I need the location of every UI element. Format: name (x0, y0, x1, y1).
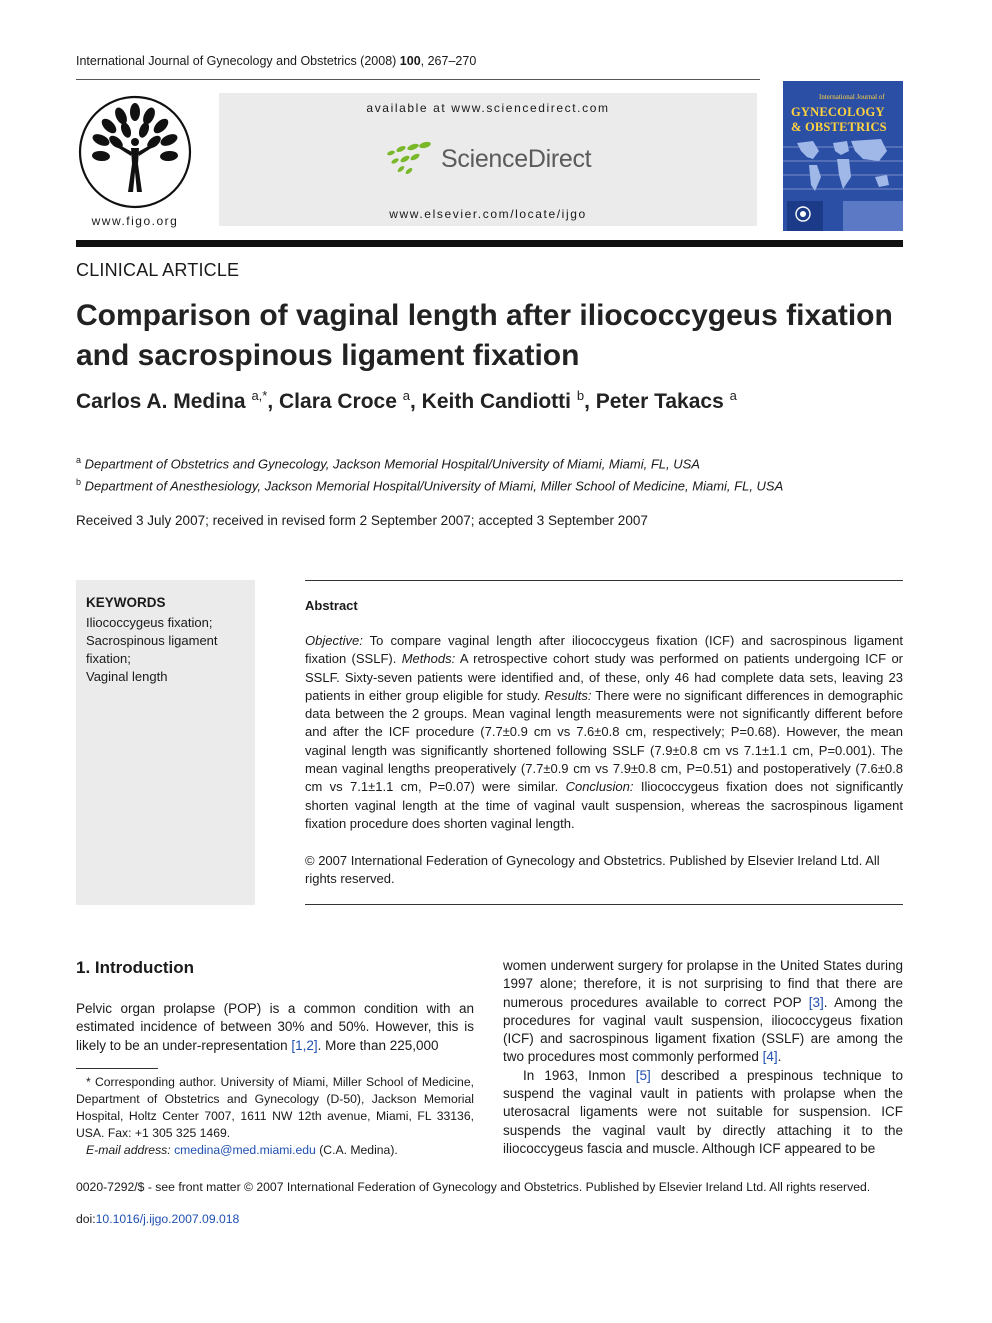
doi-line (76, 1212, 239, 1226)
abstract-methods: A retrospective cohort study was performed on patients undergoing ICF or SSLF. Sixty-seven patients were identified and, of these, only 46 had complete data sets, leaving 23 patients in either group eligible for study. (305, 651, 903, 703)
doi-prefix: doi: (76, 1212, 96, 1226)
affiliation-mark: b (76, 477, 82, 488)
affiliation-mark: a (76, 455, 82, 465)
abstract-top-rule (305, 580, 903, 581)
abstract-bottom-rule (305, 904, 903, 905)
journal-pages: , 267–270 (420, 54, 477, 68)
journal-volume: 100 (399, 54, 421, 68)
keywords-box (76, 580, 255, 905)
author-affil-mark[interactable]: a,* (251, 388, 268, 403)
citation-link[interactable]: [5] (635, 1067, 651, 1083)
section-heading: 1. Introduction (76, 958, 195, 977)
affiliation (76, 473, 906, 495)
intro-text: . Among the procedures for vaginal vault suspension, iliococcygeus fixation (ICF) and sacrospinous ligament fixation (SSLF) are among the two procedures most commonly performed (503, 994, 903, 1065)
author-name[interactable]: Peter Takacs (595, 390, 724, 413)
keyword-list (86, 614, 246, 686)
abstract-conclusion: Iliococcygeus fixation does not significantly shorten vaginal length at the time of vaginal vault suspension, whereas the sacrospinous ligament fixation procedure does shorten vaginal length. (305, 779, 903, 831)
author-name[interactable]: Carlos A. Medina (76, 390, 246, 413)
sd-available-text[interactable]: available at www.sciencedirect.com (366, 101, 610, 115)
journal-cover[interactable] (783, 81, 903, 231)
figo-tree-icon (76, 92, 194, 212)
keywords-heading: KEYWORDS (86, 595, 166, 610)
journal-url[interactable]: www.elsevier.com/locate/ijgo (389, 207, 587, 221)
author-name[interactable]: Clara Croce (279, 390, 397, 413)
keyword-item: Iliococcygeus fixation; (86, 615, 213, 630)
figo-logo[interactable] (76, 92, 194, 232)
abstract-objective-label: Objective: (305, 633, 363, 648)
citation-link[interactable]: [3] (808, 994, 824, 1010)
cover-title-line2: & OBSTETRICS (791, 120, 887, 134)
journal-citation (76, 54, 476, 68)
header-thick-rule (76, 240, 903, 247)
intro-text: . More than 225,000 (317, 1037, 439, 1053)
abstract-conclusion-label: Conclusion: (565, 779, 634, 795)
author-separator: , (409, 390, 422, 413)
front-matter-line: 0020-7292/$ - see front matter © 2007 International Federation of Gynecology and Obstetrics. Published by Elsevier Ireland Ltd. All rights reserved. (76, 1180, 871, 1194)
author-name[interactable]: Keith Candiotti (421, 390, 571, 413)
abstract-results: There were no significant differences in demographic data between the 2 groups. Mean vaginal length measurements were not significantly different before and after the ICF procedure (7.7±0.9 cm vs 7.6±0.8 cm, respectively; P=0.68). However, the mean vaginal length was significantly shortened following SSLF (7.9±0.8 cm vs 7.1±1.1 cm, P=0.001). The mean vaginal lengths preoperatively (7.7±0.9 cm vs 7.9±0.8 cm, P=0.51) and postoperatively (7.6±0.8 cm vs 7.1±1.1 cm, P=0.07) were similar. (305, 687, 903, 795)
keyword-item: Sacrospinous ligament fixation; (86, 633, 218, 666)
sciencedirect-logo[interactable] (385, 141, 591, 177)
author-affil-mark[interactable]: a (729, 388, 737, 403)
corresponding-author-footnote (76, 1074, 474, 1159)
email-label: E-mail address: (86, 1143, 171, 1157)
doi-link[interactable]: 10.1016/j.ijgo.2007.09.018 (95, 1212, 240, 1226)
abstract-results-label: Results: (544, 687, 592, 703)
sciencedirect-banner (219, 93, 757, 226)
cover-map-icon (783, 81, 903, 231)
journal-name: International Journal of Gynecology and Obstetrics (2008) (76, 54, 400, 68)
intro-paragraph-continued (503, 957, 903, 1067)
article-title: Comparison of vaginal length after iliococcygeus fixation and sacrospinous ligament fixation (76, 299, 893, 372)
cover-title-line1: GYNECOLOGY (791, 105, 885, 119)
affiliation-text: Department of Anesthesiology, Jackson Memorial Hospital/University of Miami, Miller School of Medicine, Miami, FL, USA (84, 478, 784, 494)
email-suffix: (C.A. Medina). (315, 1143, 398, 1157)
intro-text: women underwent surgery for prolapse in the United States during 1997 alone; therefore, it is not surprising to find that there are numerous procedures available to correct POP (503, 958, 903, 1010)
affiliation (76, 451, 906, 473)
keyword-item: Vaginal length (86, 669, 168, 684)
cover-small-title: International Journal of (819, 93, 885, 101)
author-affil-mark[interactable]: a (402, 388, 410, 403)
citation-link[interactable]: [1,2] (291, 1037, 318, 1053)
intro-text: . (777, 1049, 782, 1065)
author-separator: , (267, 390, 280, 413)
article-type: CLINICAL ARTICLE (76, 260, 240, 280)
author-affil-mark[interactable]: b (576, 388, 585, 403)
figo-url[interactable]: www.figo.org (91, 214, 179, 228)
right-column-text (503, 957, 903, 1158)
citation-link[interactable]: [4] (762, 1049, 778, 1065)
intro-paragraph-2 (503, 1067, 903, 1158)
affiliation-text: Department of Obstetrics and Gynecology, Jackson Memorial Hospital/University of Miami, Miami, FL, USA (84, 456, 700, 472)
intro-text: described a prespinous technique to suspend the vaginal vault in patients with prolapse when the uterosacral ligaments were not suitable for suspension. ICF suspends the vaginal vault by directly attaching it to the iliococcygeus fascia and muscle. Although ICF appeared to be (503, 1067, 903, 1156)
author-list (76, 388, 737, 414)
footnote-rule (76, 1068, 158, 1069)
abstract-copyright: © 2007 International Federation of Gynecology and Obstetrics. Published by Elsevier Ireland Ltd. All rights reserved. (305, 853, 880, 887)
footnote-email-line (76, 1142, 474, 1159)
abstract-heading: Abstract (305, 598, 358, 613)
intro-text: Pelvic organ prolapse (POP) is a common condition with an estimated incidence of between 30% and 50%. However, this is likely to be an under-representation (76, 1001, 474, 1053)
header-divider (76, 79, 760, 80)
affiliations (76, 451, 906, 496)
footnote-text: * Corresponding author. University of Miami, Miller School of Medicine, Department of Obstetrics and Gynecology (D-50), Jackson Memorial Hospital, Holtz Center 7007, 1611 NW 12th avenue, Miami, FL 33136, USA. Fax: +1 305 325 1469. (76, 1075, 474, 1140)
intro-text: In 1963, Inmon (523, 1067, 636, 1083)
abstract-methods-label: Methods: (401, 651, 456, 667)
abstract-objective: To compare vaginal length after iliococcygeus fixation (ICF) and sacrospinous ligament fixation (SSLF). (305, 633, 903, 667)
author-separator: , (584, 390, 596, 413)
article-dates: Received 3 July 2007; received in revised form 2 September 2007; accepted 3 September 2007 (76, 513, 648, 528)
sd-wordmark: ScienceDirect (441, 144, 592, 173)
email-link[interactable]: cmedina@med.miami.edu (174, 1143, 316, 1157)
intro-paragraph (76, 1000, 474, 1055)
abstract-body (305, 632, 903, 833)
sciencedirect-leaf-icon (385, 141, 433, 177)
